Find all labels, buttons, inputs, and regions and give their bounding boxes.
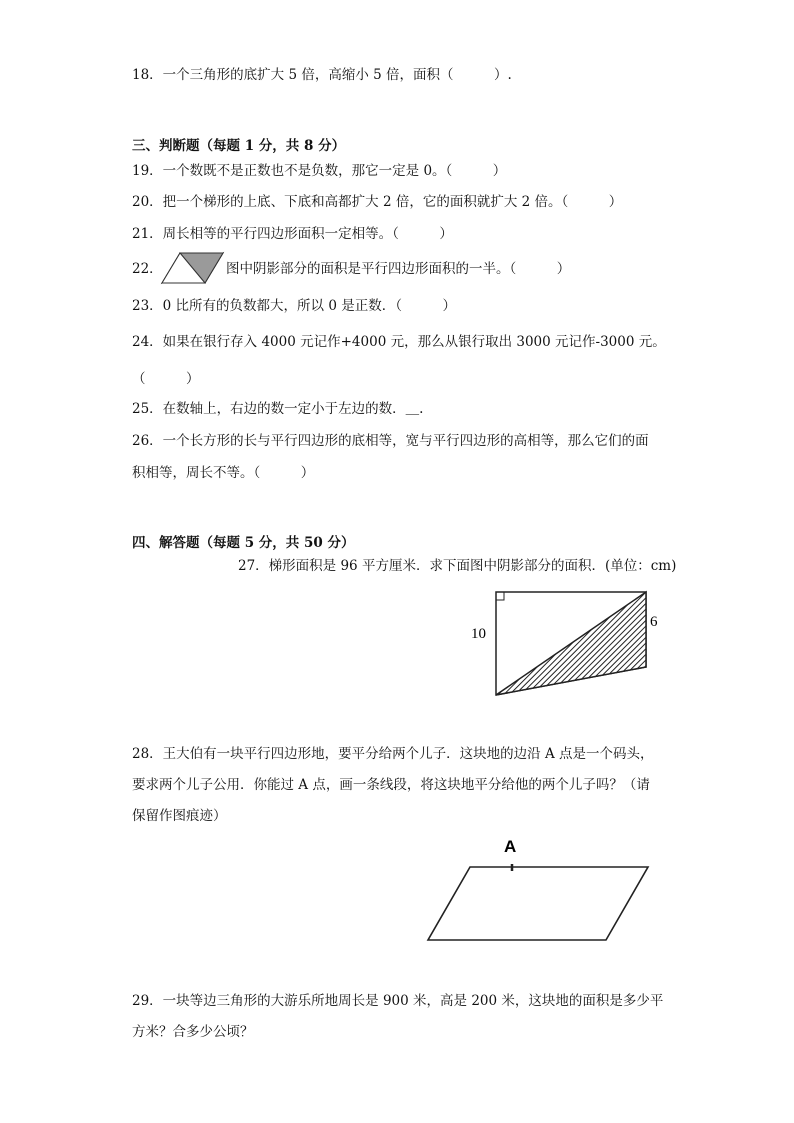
question-24: 24．如果在银行存入 4000 元记作+4000 元，那么从银行取出 3000 元记作-3000 元。 bbox=[132, 334, 666, 350]
question-20: 20．把一个梯形的上底、下底和高都扩大 2 倍，它的面积就扩大 2 倍。（ ） bbox=[132, 194, 623, 210]
question-27: 27．梯形面积是 96 平方厘米．求下面图中阴影部分的面积．(单位：cm) bbox=[238, 558, 677, 574]
question-26-line1: 26．一个长方形的长与平行四边形的底相等，宽与平行四边形的高相等，那么它们的面 bbox=[132, 433, 649, 449]
question-29-line1: 29．一块等边三角形的大游乐所地周长是 900 米，高是 200 米，这块地的面积是多少平 bbox=[132, 993, 664, 1009]
section-4-heading: 四、解答题（每题 5 分，共 50 分） bbox=[132, 535, 355, 551]
trapezoid-shaded-figure bbox=[460, 585, 660, 700]
trapezoid-height-label: 10 bbox=[471, 626, 486, 642]
parallelogram-shaded-figure bbox=[160, 250, 226, 286]
question-18: 18．一个三角形的底扩大 5 倍，高缩小 5 倍，面积（ ）. bbox=[132, 67, 512, 83]
trapezoid-side-label: 6 bbox=[650, 614, 658, 630]
question-28-line3: 保留作图痕迹） bbox=[132, 808, 227, 824]
point-a-label: A bbox=[504, 837, 517, 856]
question-22-number: 22． bbox=[132, 261, 163, 277]
question-26-line2: 积相等，周长不等。（ ） bbox=[132, 465, 315, 481]
question-28-line2: 要求两个儿子公用．你能过 A 点，画一条线段，将这块地平分给他的两个儿子吗？（请 bbox=[132, 777, 650, 793]
question-21: 21．周长相等的平行四边形面积一定相等。（ ） bbox=[132, 226, 453, 242]
question-22-text: 图中阴影部分的面积是平行四边形面积的一半。（ ） bbox=[226, 261, 571, 277]
question-29-line2: 方米？合多少公顷？ bbox=[132, 1024, 254, 1040]
section-3-heading: 三、判断题（每题 1 分，共 8 分） bbox=[132, 138, 346, 154]
question-19: 19．一个数既不是正数也不是负数，那它一定是 0。（ ） bbox=[132, 163, 507, 179]
parallelogram-land-figure bbox=[420, 830, 660, 950]
question-24-answer-paren: （ ） bbox=[132, 371, 200, 387]
question-28-line1: 28．王大伯有一块平行四边形地，要平分给两个儿子．这块地的边沿 A 点是一个码头， bbox=[132, 746, 654, 762]
question-23: 23．0 比所有的负数都大，所以 0 是正数．（ ） bbox=[132, 298, 456, 314]
question-25: 25．在数轴上，右边的数一定小于左边的数．＿. bbox=[132, 401, 424, 417]
